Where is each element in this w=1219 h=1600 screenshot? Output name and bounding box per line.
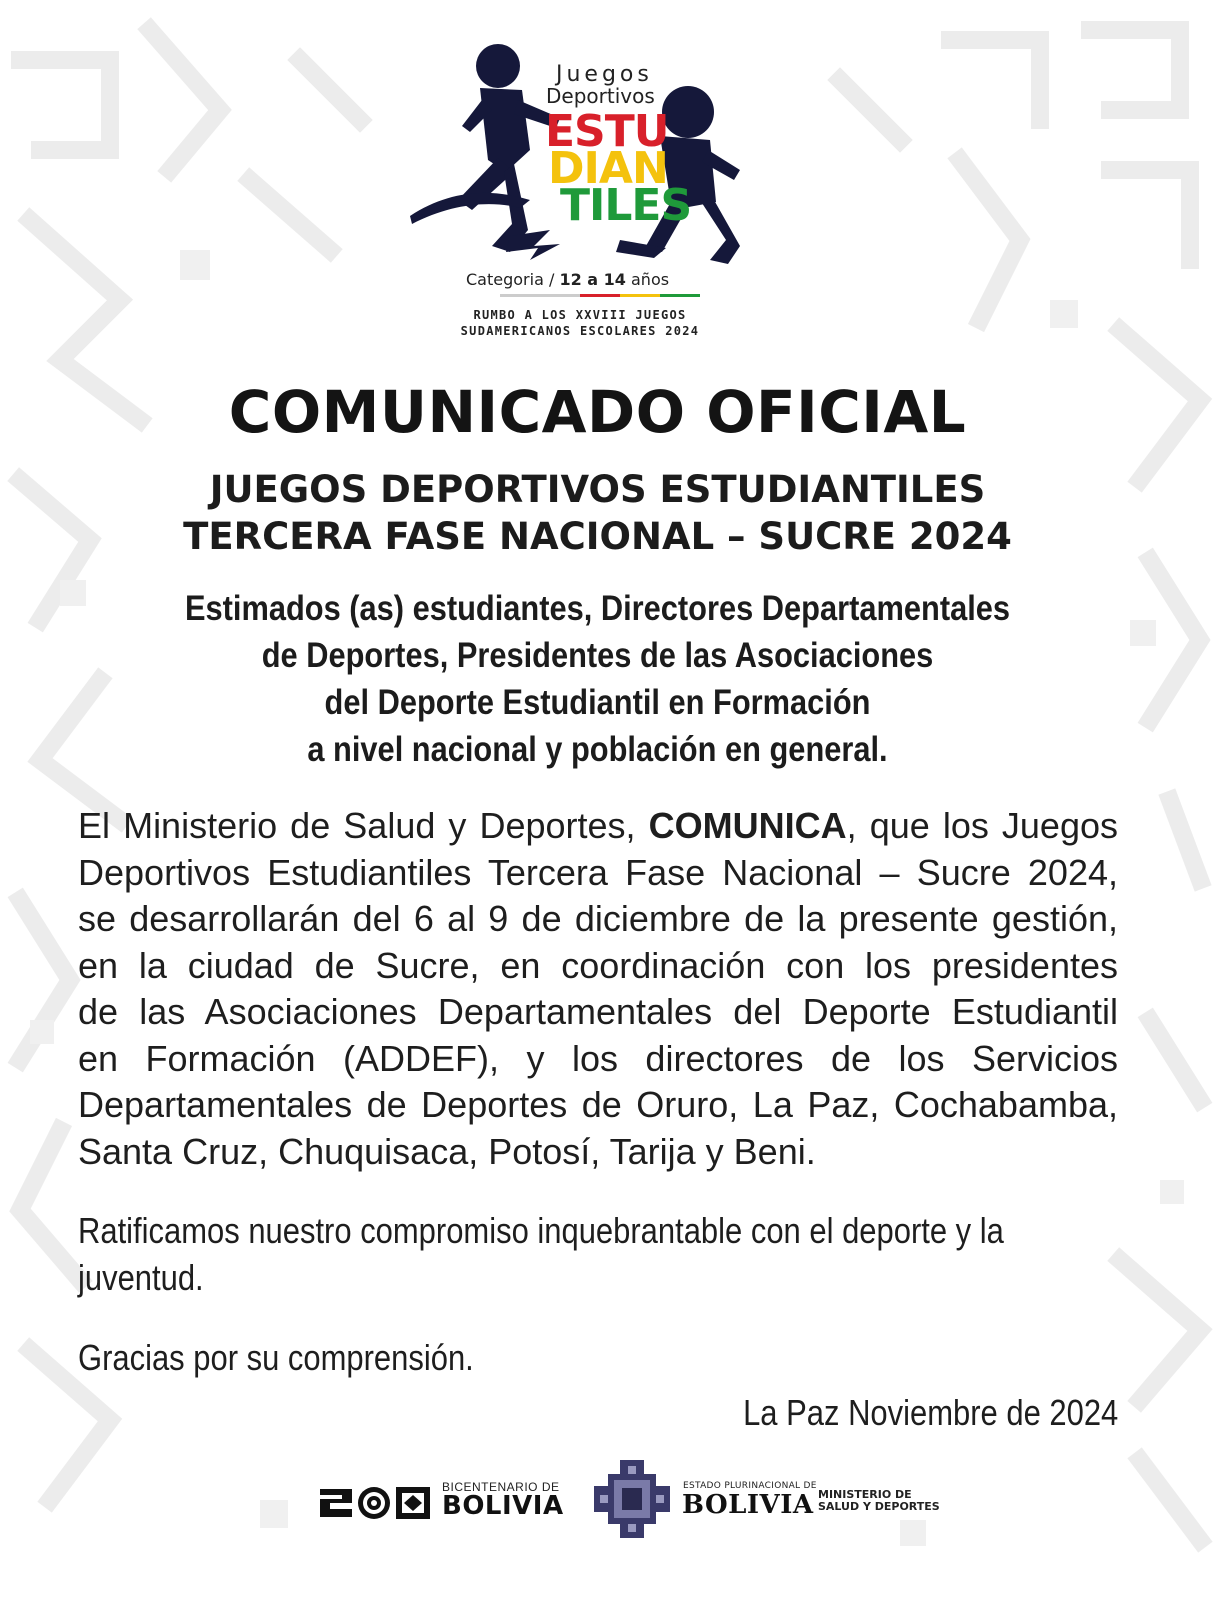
greeting-line1: Estimados (as) estudiantes, Directores Departamentales	[184, 589, 1011, 628]
categoria-range: 12 a 14	[559, 270, 626, 289]
subtitle-line1: JUEGOS DEPORTIVOS ESTUDIANTILES	[209, 468, 986, 511]
ministerio-line1: MINISTERIO DE	[818, 1488, 912, 1501]
para1-line3: se desarrollarán del 6 al 9 de diciembre de la presente gestión,	[78, 898, 1118, 939]
logo-word-dian: DIAN	[548, 143, 668, 194]
comunica-bold: COMUNICA	[648, 805, 847, 846]
chakana-emblem-icon	[592, 1458, 672, 1540]
flag-divider	[500, 294, 700, 297]
greeting-line2: de Deportes, Presidentes de las Asociaciones	[261, 636, 934, 675]
para2-line1: Ratificamos nuestro compromiso inquebrantable con el deporte y la	[78, 1210, 1004, 1251]
estado-big-text: BOLIVIA	[682, 1490, 814, 1520]
logo-word-tiles: TILES	[560, 180, 692, 231]
ministerio-line2: SALUD Y DEPORTES	[818, 1500, 940, 1513]
bicentenario-big-text: BOLIVIA	[442, 1491, 564, 1521]
thanks-text: Gracias por su comprensión.	[78, 1337, 474, 1378]
para1-line8: Santa Cruz, Chuquisaca, Potosí, Tarija y Beni.	[78, 1130, 816, 1172]
subtitle-line2: TERCERA FASE NACIONAL – SUCRE 2024	[183, 515, 1012, 558]
thanks-paragraph	[78, 1335, 1118, 1382]
event-logo	[410, 40, 750, 350]
ministerio-label	[818, 1489, 940, 1513]
footer-logos	[0, 1455, 1219, 1545]
para1-line1-end: , que los Juegos	[846, 805, 1118, 846]
para1-line2: Deportivos Estudiantiles Tercera Fase Nacional – Sucre 2024,	[78, 851, 1118, 893]
greeting-line4: a nivel nacional y población en general.	[307, 730, 888, 769]
para1-line6: en Formación (ADDEF), y los directores de los Servicios	[78, 1037, 1118, 1079]
logo-categoria	[466, 270, 669, 289]
logo-rumbo-line1: RUMBO A LOS XXVIII JUEGOS	[473, 308, 687, 322]
para2-line2: juventud.	[78, 1256, 204, 1298]
para1-line1-start: El Ministerio de Salud y Deportes,	[78, 805, 649, 846]
categoria-prefix: Categoria /	[466, 270, 560, 289]
signature-date	[600, 1390, 1118, 1436]
para1-line4: en la ciudad de Sucre, en coordinación con los presidentes	[78, 944, 1118, 986]
categoria-suffix: años	[625, 270, 670, 289]
bicentenario-small-text: BICENTENARIO DE	[442, 1480, 560, 1494]
logo-juegos-text: Juegos	[556, 62, 653, 87]
para1-line7: Departamentales de Deportes de Oruro, La Paz, Cochabamba,	[78, 1084, 1118, 1125]
announcement-paragraph	[78, 803, 1118, 1175]
estado-small-text: ESTADO PLURINACIONAL DE	[683, 1481, 817, 1491]
greeting	[0, 585, 1195, 773]
logo-rumbo-line2: SUDAMERICANOS ESCOLARES 2024	[460, 324, 700, 338]
para1-line1	[78, 803, 1118, 850]
bicentenario-200-icon	[318, 1483, 436, 1521]
greeting-line3: del Deporte Estudiantil en Formación	[324, 683, 871, 722]
commitment-paragraph	[78, 1208, 1118, 1301]
page-title: COMUNICADO OFICIAL	[228, 378, 967, 446]
logo-word-estu: ESTU	[545, 106, 669, 157]
para1-line5: de las Asociaciones Departamentales del Deporte Estudiantil	[78, 991, 1118, 1032]
logo-deportivos-text: Deportivos	[546, 84, 655, 108]
signature-text: La Paz Noviembre de 2024	[742, 1392, 1118, 1433]
